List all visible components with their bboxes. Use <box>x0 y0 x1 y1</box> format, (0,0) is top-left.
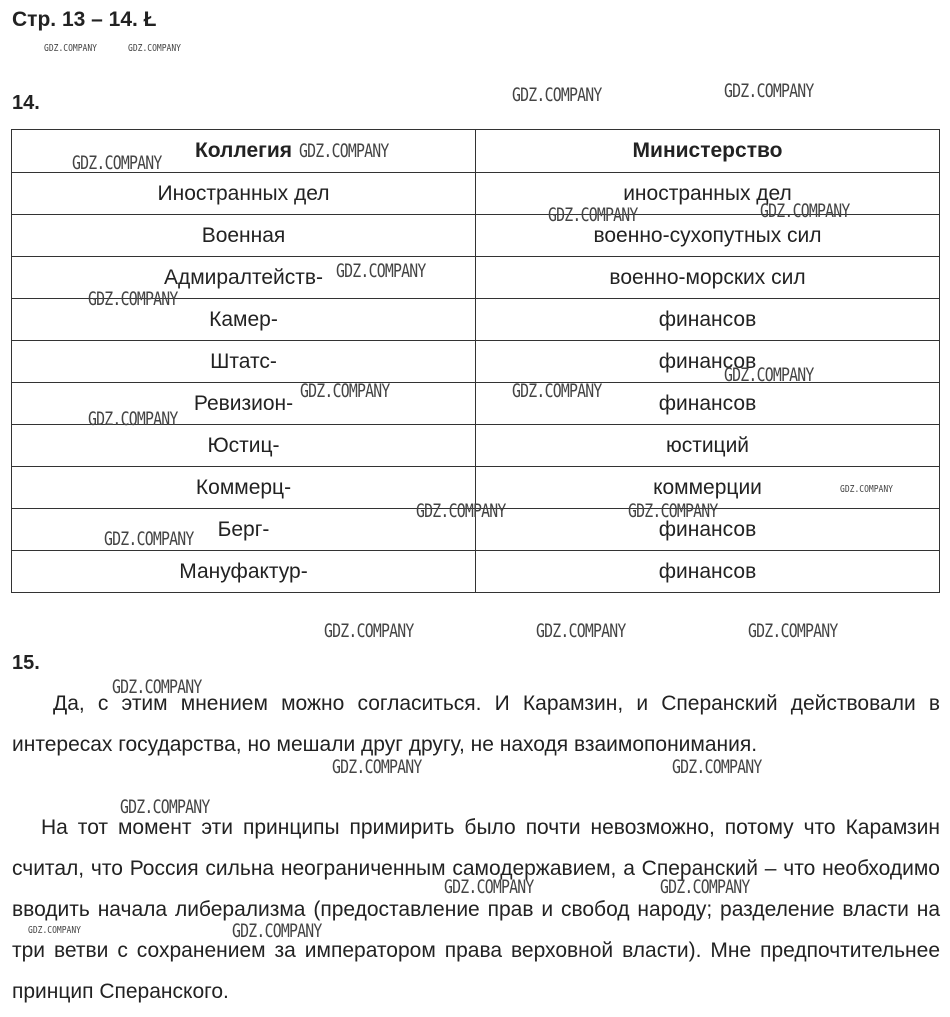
watermark: GDZ.COMPANY <box>416 500 506 522</box>
ministry-cell: финансов <box>476 299 940 341</box>
task-14-number: 14. <box>12 92 40 114</box>
table-row <box>12 215 940 257</box>
ministry-cell: финансов <box>476 341 940 383</box>
college-cell: Ревизион- <box>12 383 476 425</box>
watermark: GDZ.COMPANY <box>324 620 414 642</box>
ministry-cell: военно-сухопутных сил <box>476 215 940 257</box>
watermark: GDZ.COMPANY <box>336 260 426 282</box>
watermark: GDZ.COMPANY <box>88 408 178 430</box>
college-cell: Коммерц- <box>12 467 476 509</box>
watermark: GDZ.COMPANY <box>672 756 762 778</box>
college-cell: Иностранных дел <box>12 173 476 215</box>
watermark: GDZ.COMPANY <box>104 528 194 550</box>
watermark: GDZ.COMPANY <box>28 925 81 936</box>
ministry-cell: финансов <box>476 509 940 551</box>
watermark: GDZ.COMPANY <box>128 43 181 54</box>
watermark: GDZ.COMPANY <box>840 484 893 495</box>
watermark: GDZ.COMPANY <box>88 288 178 310</box>
watermark: GDZ.COMPANY <box>660 876 750 898</box>
table-row <box>12 425 940 467</box>
table-header-row <box>12 130 940 173</box>
column-header-college: Коллегия <box>12 130 476 173</box>
ministry-cell: финансов <box>476 551 940 593</box>
table-row <box>12 383 940 425</box>
page-title: Стр. 13 – 14. Ł <box>12 8 157 31</box>
college-cell: Камер- <box>12 299 476 341</box>
column-header-ministry: Министерство <box>476 130 940 173</box>
watermark: GDZ.COMPANY <box>120 796 210 818</box>
table-row <box>12 173 940 215</box>
watermark: GDZ.COMPANY <box>44 43 97 54</box>
table-row <box>12 341 940 383</box>
college-cell: Мануфактур- <box>12 551 476 593</box>
watermark: GDZ.COMPANY <box>760 200 850 222</box>
watermark: GDZ.COMPANY <box>628 500 718 522</box>
colleges-ministries-table <box>11 129 940 593</box>
ministry-cell: коммерции <box>476 467 940 509</box>
college-cell: Адмиралтейств- <box>12 257 476 299</box>
answer-paragraph-2: На тот момент эти принципы примирить было почти невозможно, потому что Карамзин считал, что Россия сильна неограниченным самодержавием, а Сперанский – что необходимо вводить начала либерализма (предоставление прав и свобод народу; разделение власти на три ветви с сохранением за императором права верховной власти). Мне предпочтительнее принцип Сперанского. <box>12 816 940 1003</box>
table-row <box>12 299 940 341</box>
watermark: GDZ.COMPANY <box>512 380 602 402</box>
watermark: GDZ.COMPANY <box>536 620 626 642</box>
table-row <box>12 551 940 593</box>
table-row <box>12 509 940 551</box>
table-row <box>12 467 940 509</box>
watermark: GDZ.COMPANY <box>748 620 838 642</box>
watermark: GDZ.COMPANY <box>724 364 814 386</box>
ministry-cell: иностранных дел <box>476 173 940 215</box>
watermark: GDZ.COMPANY <box>444 876 534 898</box>
watermark: GDZ.COMPANY <box>232 920 322 942</box>
college-cell: Военная <box>12 215 476 257</box>
watermark: GDZ.COMPANY <box>548 204 638 226</box>
watermark: GDZ.COMPANY <box>300 380 390 402</box>
college-cell: Юстиц- <box>12 425 476 467</box>
watermark: GDZ.COMPANY <box>112 676 202 698</box>
watermark: GDZ.COMPANY <box>72 152 162 174</box>
college-cell: Штатс- <box>12 341 476 383</box>
ministry-cell: финансов <box>476 383 940 425</box>
watermark: GDZ.COMPANY <box>332 756 422 778</box>
table-row <box>12 257 940 299</box>
task-15-number: 15. <box>12 652 40 674</box>
answer-paragraph-1: Да, с этим мнением можно согласиться. И Карамзин, и Сперанский действовали в интересах государства, но мешали друг другу, не находя взаимопонимания. <box>12 692 940 756</box>
ministry-cell: юстиций <box>476 425 940 467</box>
ministry-cell: военно-морских сил <box>476 257 940 299</box>
watermark: GDZ.COMPANY <box>724 80 814 102</box>
watermark: GDZ.COMPANY <box>512 84 602 106</box>
watermark: GDZ.COMPANY <box>299 140 389 162</box>
college-cell: Берг- <box>12 509 476 551</box>
